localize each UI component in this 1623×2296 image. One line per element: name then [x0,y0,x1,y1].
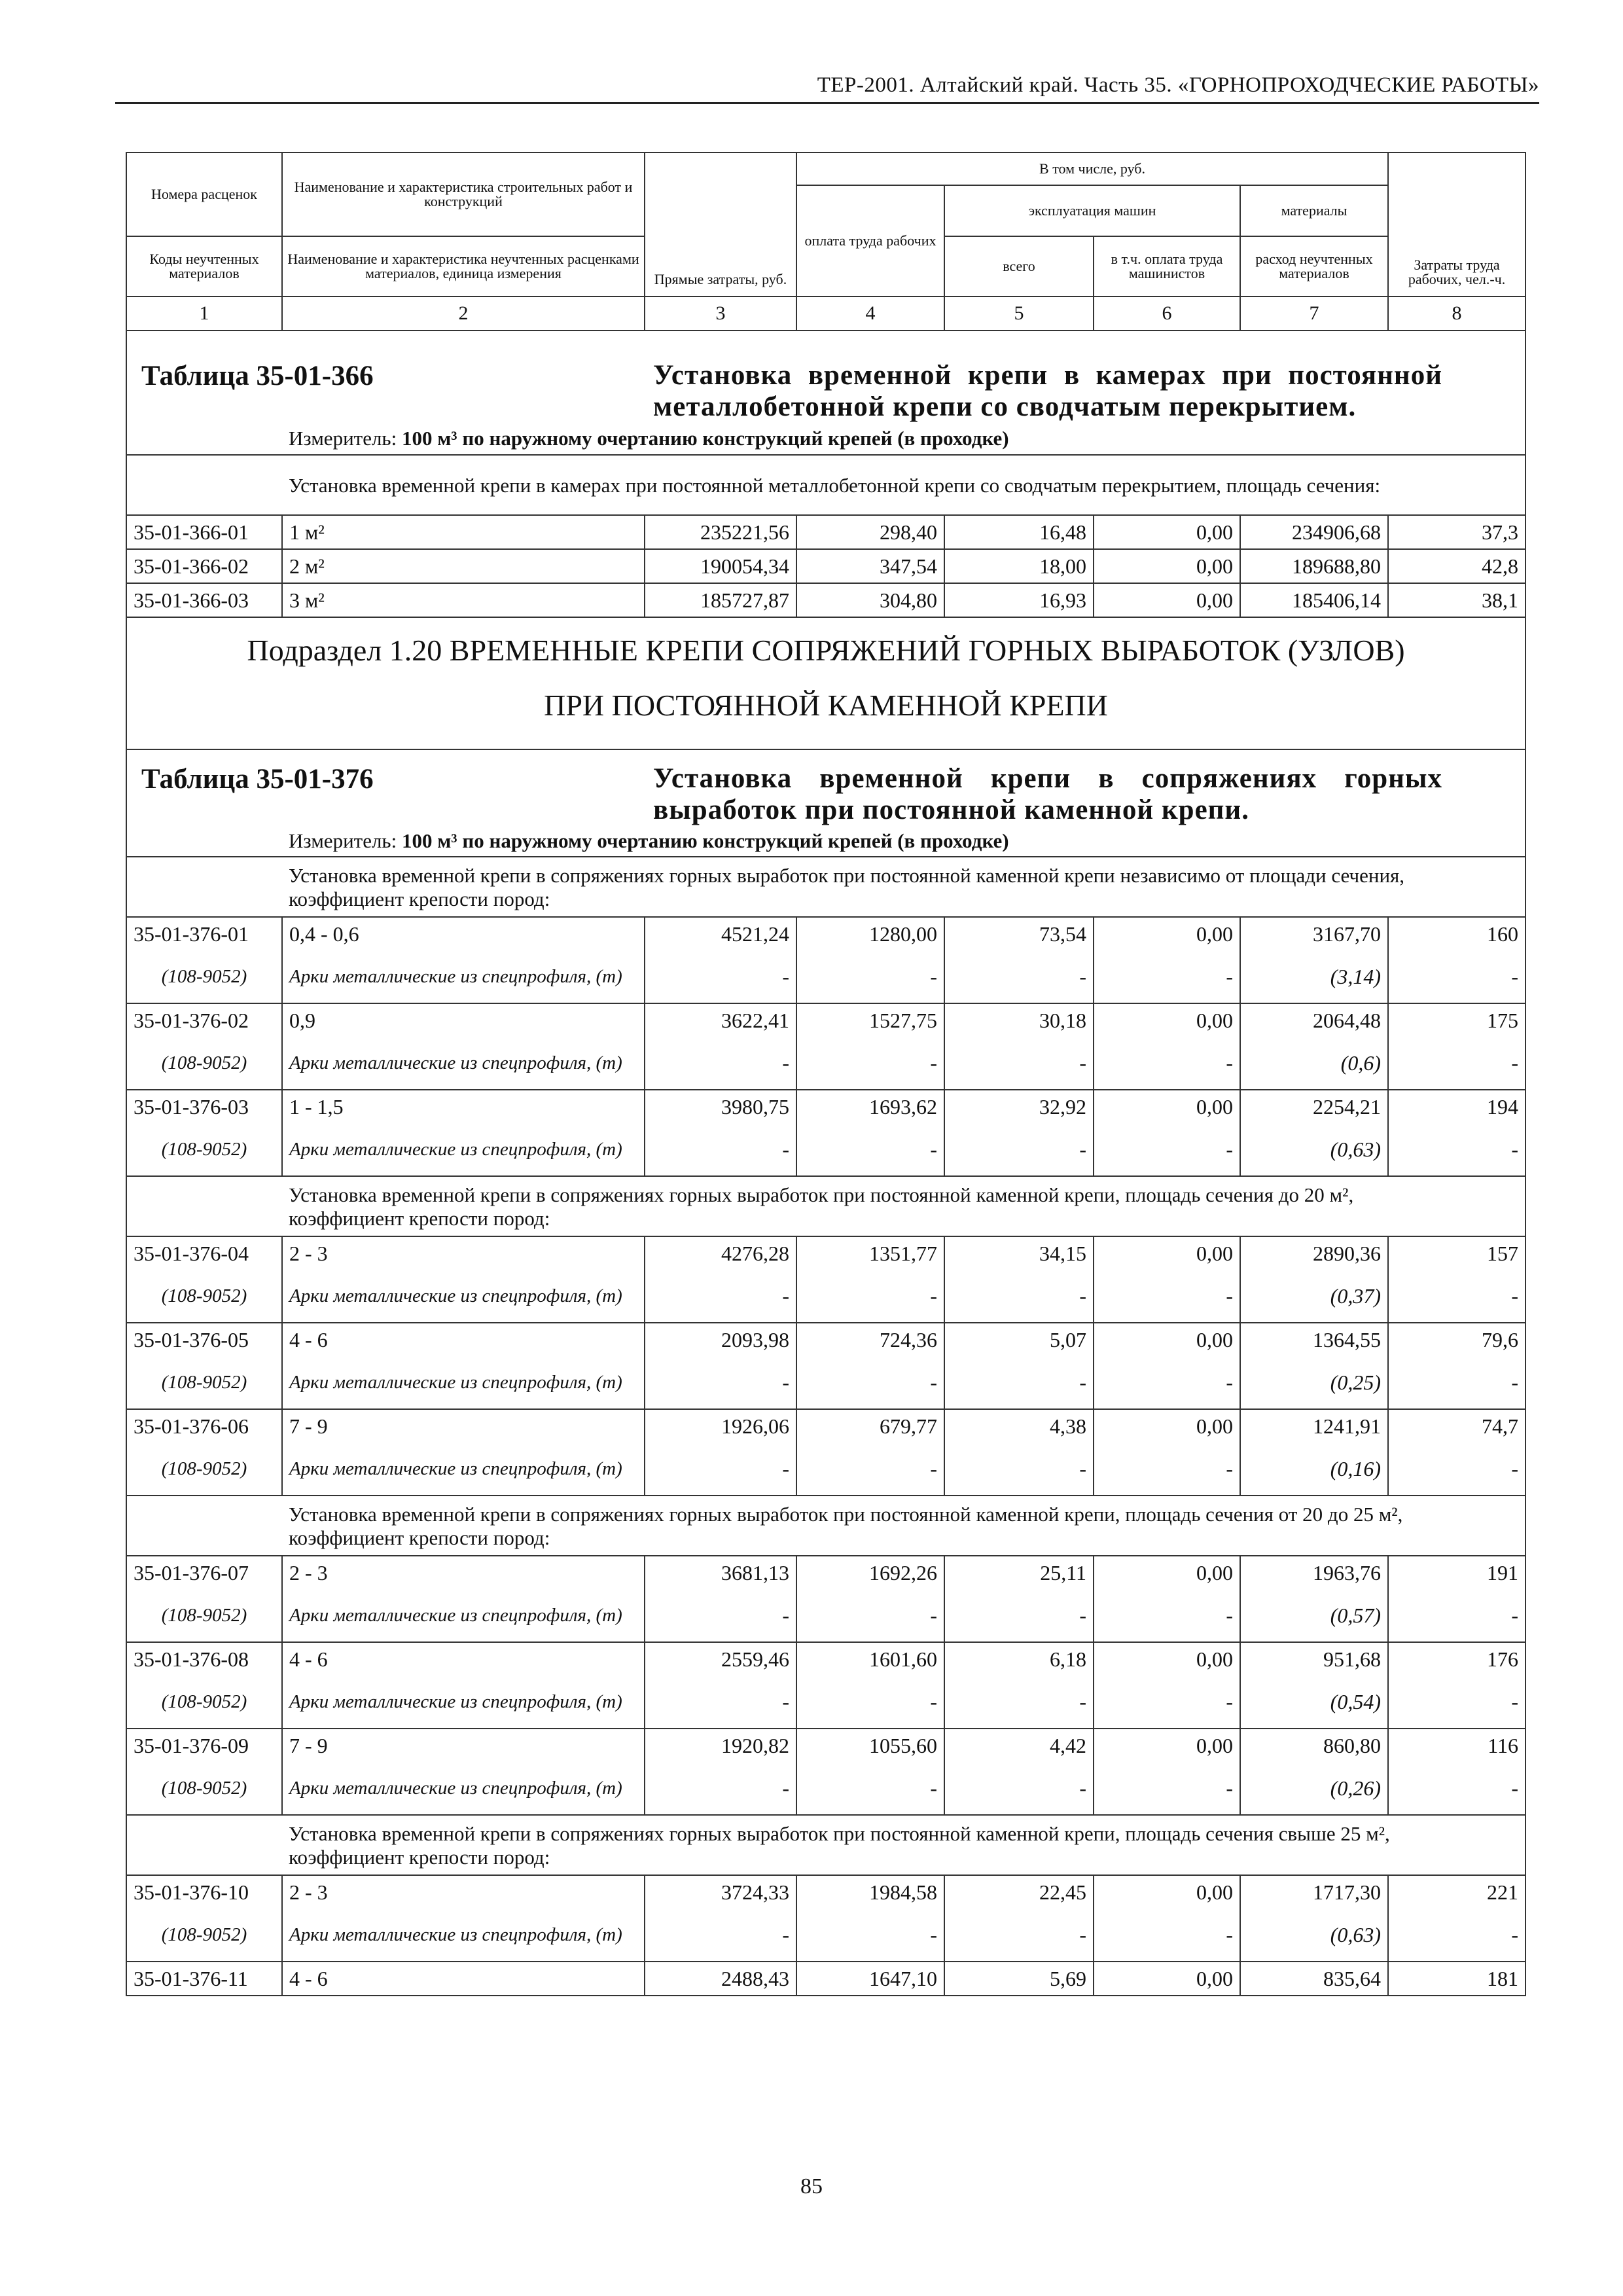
material-row [126,950,1525,1003]
rate-name: 0,4 - 0,6 [282,917,645,950]
col-number: 6 [1094,296,1240,331]
machinist-wage: 0,00 [1094,1729,1240,1762]
material-row [126,1356,1525,1409]
direct-cost: 3622,41 [645,1003,796,1037]
material-code: (108-9052) [126,1037,282,1090]
dash-cell: - [1094,950,1240,1003]
labor-hours: 160 [1388,917,1525,950]
measure-label: Измеритель: [289,829,397,852]
material-row [126,1589,1525,1642]
rate-name: 1 м² [282,515,645,549]
material-qty: (0,57) [1240,1589,1388,1642]
dash-cell: - [645,1909,796,1962]
group-row [126,1496,1525,1556]
labor-hours: 181 [1388,1962,1525,1996]
machinist-wage: 0,00 [1094,917,1240,950]
dash-cell: - [1388,1676,1525,1729]
dash-cell: - [944,1676,1094,1729]
wage-cost: 304,80 [796,583,944,617]
material-cost: 1364,55 [1240,1323,1388,1356]
rate-code: 35-01-376-05 [126,1323,282,1356]
direct-cost: 4521,24 [645,917,796,950]
material-name: Арки металлические из спецпрофиля, (т) [282,1676,645,1729]
machinist-wage: 0,00 [1094,1642,1240,1676]
running-header [115,68,1539,104]
table-row [126,1729,1525,1762]
col-name-top: Наименование и характеристика строительных работ и конструкций [282,152,645,236]
dash-cell: - [1388,1356,1525,1409]
machine-cost: 34,15 [944,1236,1094,1270]
machinist-wage: 0,00 [1094,1962,1240,1996]
dash-cell: - [944,1356,1094,1409]
rate-code: 35-01-376-11 [126,1962,282,1996]
material-code: (108-9052) [126,1589,282,1642]
dash-cell: - [796,1589,944,1642]
rate-code: 35-01-376-08 [126,1642,282,1676]
direct-cost: 4276,28 [645,1236,796,1270]
labor-hours: 175 [1388,1003,1525,1037]
table-376-title: Установка временной крепи в сопряжениях горных выработок при постоянной каменной крепи. [653,763,1442,825]
rate-name: 2 - 3 [282,1556,645,1589]
material-code: (108-9052) [126,1270,282,1323]
material-cost: 2890,36 [1240,1236,1388,1270]
dash-cell: - [1388,1909,1525,1962]
table-366-group [126,455,1525,515]
wage-cost: 1984,58 [796,1875,944,1909]
machine-cost: 4,38 [944,1409,1094,1443]
table-row [126,917,1525,950]
material-code: (108-9052) [126,1762,282,1815]
dash-cell: - [944,1123,1094,1176]
dash-cell: - [796,1123,944,1176]
material-qty: (0,63) [1240,1909,1388,1962]
dash-cell: - [1388,1589,1525,1642]
dash-cell: - [1388,1762,1525,1815]
dash-cell: - [796,1356,944,1409]
direct-cost: 3724,33 [645,1875,796,1909]
material-qty: (0,63) [1240,1123,1388,1176]
rate-code: 35-01-366-02 [126,549,282,583]
table-row [126,1642,1525,1676]
measure-label: Измеритель: [289,427,397,450]
table-376-measure [282,826,1525,857]
rate-code: 35-01-376-09 [126,1729,282,1762]
table-row [126,1236,1525,1270]
direct-cost: 1926,06 [645,1409,796,1443]
labor-hours: 191 [1388,1556,1525,1589]
machinist-wage: 0,00 [1094,1236,1240,1270]
table-row [126,1003,1525,1037]
table-376-measure-row [126,826,1525,857]
rate-code: 35-01-366-03 [126,583,282,617]
wage-cost: 724,36 [796,1323,944,1356]
machinist-wage: 0,00 [1094,1875,1240,1909]
column-numbers-row [126,296,1525,331]
machine-cost: 30,18 [944,1003,1094,1037]
table-376-name: Таблица 35-01-376 [141,764,374,795]
machinist-wage: 0,00 [1094,515,1240,549]
group-title: Установка временной крепи в сопряжениях горных выработок при постоянной каменной крепи, площадь сечения до 20 м², коэффициент крепости пород: [282,1176,1525,1236]
material-row [126,1762,1525,1815]
dash-cell: - [645,1676,796,1729]
labor-hours: 176 [1388,1642,1525,1676]
dash-cell: - [645,1762,796,1815]
machine-cost: 6,18 [944,1642,1094,1676]
labor-hours: 37,3 [1388,515,1525,549]
machine-cost: 4,42 [944,1729,1094,1762]
material-cost: 1717,30 [1240,1875,1388,1909]
col-number: 7 [1240,296,1388,331]
direct-cost: 3980,75 [645,1090,796,1123]
rate-name: 4 - 6 [282,1962,645,1996]
group-spacer [126,857,282,917]
measure-text: 100 м³ по наружному очертанию конструкций крепей (в проходке) [401,829,1009,852]
material-name: Арки металлические из спецпрофиля, (т) [282,1762,645,1815]
dash-cell: - [1094,1443,1240,1496]
rate-name: 7 - 9 [282,1409,645,1443]
table-366-measure [282,423,1525,455]
machine-cost: 18,00 [944,549,1094,583]
material-cost: 189688,80 [1240,549,1388,583]
material-row [126,1676,1525,1729]
wage-cost: 1601,60 [796,1642,944,1676]
col-name-bottom: Наименование и характеристика неучтенных расценками материалов, единица измерения [282,236,645,296]
dash-cell: - [1094,1356,1240,1409]
dash-cell: - [1388,1270,1525,1323]
col-number: 2 [282,296,645,331]
material-qty: (0,26) [1240,1762,1388,1815]
col-number: 4 [796,296,944,331]
machinist-wage: 0,00 [1094,1409,1240,1443]
rate-name: 2 - 3 [282,1875,645,1909]
group-row [126,857,1525,917]
group-spacer [126,1176,282,1236]
group-row [126,1176,1525,1236]
rate-name: 4 - 6 [282,1642,645,1676]
dash-cell: - [796,1762,944,1815]
dash-cell: - [944,1037,1094,1090]
running-title: ТЕР-2001. Алтайский край. Часть 35. «ГОРНОПРОХОДЧЕСКИЕ РАБОТЫ» [817,73,1539,97]
col-machines: эксплуатация машин [944,185,1240,236]
measure-text: 100 м³ по наружному очертанию конструкций крепей (в проходке) [401,427,1009,450]
material-code: (108-9052) [126,1123,282,1176]
machinist-wage: 0,00 [1094,1090,1240,1123]
dash-cell: - [1388,950,1525,1003]
wage-cost: 1647,10 [796,1962,944,1996]
dash-cell: - [944,1909,1094,1962]
col-number: 8 [1388,296,1525,331]
material-cost: 860,80 [1240,1729,1388,1762]
labor-hours: 221 [1388,1875,1525,1909]
table-row [126,583,1525,617]
col-incl: В том числе, руб. [796,152,1388,185]
dash-cell: - [796,950,944,1003]
dash-cell: - [1094,1037,1240,1090]
table-row [126,1409,1525,1443]
subsection-line-1: Подраздел 1.20 ВРЕМЕННЫЕ КРЕПИ СОПРЯЖЕНИЙ ГОРНЫХ ВЫРАБОТОК (УЗЛОВ) [247,634,1405,667]
dash-cell: - [796,1909,944,1962]
material-cost: 1241,91 [1240,1409,1388,1443]
machine-cost: 5,07 [944,1323,1094,1356]
machine-cost: 25,11 [944,1556,1094,1589]
dash-cell: - [1094,1762,1240,1815]
table-row [126,549,1525,583]
table-row [126,1875,1525,1909]
wage-cost: 1693,62 [796,1090,944,1123]
direct-cost: 3681,13 [645,1556,796,1589]
material-cost: 234906,68 [1240,515,1388,549]
material-name: Арки металлические из спецпрофиля, (т) [282,1443,645,1496]
rate-code: 35-01-376-04 [126,1236,282,1270]
dash-cell: - [1094,1589,1240,1642]
rate-code: 35-01-376-07 [126,1556,282,1589]
rate-name: 2 - 3 [282,1236,645,1270]
page-number: 85 [800,2174,823,2198]
rate-name: 2 м² [282,549,645,583]
direct-cost: 185727,87 [645,583,796,617]
dash-cell: - [944,950,1094,1003]
group-spacer [126,1496,282,1556]
machine-cost: 16,48 [944,515,1094,549]
table-row [126,1090,1525,1123]
wage-cost: 1692,26 [796,1556,944,1589]
machine-cost: 5,69 [944,1962,1094,1996]
dash-cell: - [796,1037,944,1090]
direct-cost: 235221,56 [645,515,796,549]
direct-cost: 2093,98 [645,1323,796,1356]
direct-cost: 1920,82 [645,1729,796,1762]
wage-cost: 679,77 [796,1409,944,1443]
labor-hours: 74,7 [1388,1409,1525,1443]
rate-code: 35-01-376-03 [126,1090,282,1123]
material-code: (108-9052) [126,1676,282,1729]
machinist-wage: 0,00 [1094,549,1240,583]
table-row [126,1556,1525,1589]
group-title: Установка временной крепи в сопряжениях горных выработок при постоянной каменной крепи независимо от площади сечения, коэффициент крепости пород: [282,857,1525,917]
col-labor: Затраты труда рабочих, чел.-ч. [1388,152,1525,296]
machine-cost: 73,54 [944,917,1094,950]
material-qty: (0,6) [1240,1037,1388,1090]
wage-cost: 1527,75 [796,1003,944,1037]
material-row [126,1123,1525,1176]
rate-code: 35-01-376-02 [126,1003,282,1037]
wage-cost: 1280,00 [796,917,944,950]
dash-cell: - [944,1589,1094,1642]
material-cost: 835,64 [1240,1962,1388,1996]
material-qty: (0,37) [1240,1270,1388,1323]
group-title: Установка временной крепи в камерах при постоянной металлобетонной крепи со сводчатым перекрытием, площадь сечения: [282,455,1525,515]
direct-cost: 2488,43 [645,1962,796,1996]
rate-code: 35-01-366-01 [126,515,282,549]
machinist-wage: 0,00 [1094,583,1240,617]
material-row [126,1270,1525,1323]
material-row [126,1037,1525,1090]
rate-name: 3 м² [282,583,645,617]
dash-cell: - [1388,1123,1525,1176]
material-code: (108-9052) [126,950,282,1003]
material-qty: (0,54) [1240,1676,1388,1729]
material-qty: (0,16) [1240,1443,1388,1496]
material-name: Арки металлические из спецпрофиля, (т) [282,1589,645,1642]
material-name: Арки металлические из спецпрофиля, (т) [282,1123,645,1176]
machine-cost: 16,93 [944,583,1094,617]
col-codes-top: Номера расценок [126,152,282,236]
dash-cell: - [645,1270,796,1323]
material-row [126,1909,1525,1962]
dash-cell: - [645,1123,796,1176]
rate-name: 4 - 6 [282,1323,645,1356]
dash-cell: - [645,1443,796,1496]
rate-name: 1 - 1,5 [282,1090,645,1123]
col-codes-bottom: Коды неучтенных материалов [126,236,282,296]
rate-name: 7 - 9 [282,1729,645,1762]
col-mach-total: всего [944,236,1094,296]
material-name: Арки металлические из спецпрофиля, (т) [282,950,645,1003]
wage-cost: 347,54 [796,549,944,583]
dash-cell: - [645,1589,796,1642]
direct-cost: 190054,34 [645,549,796,583]
rate-code: 35-01-376-10 [126,1875,282,1909]
wage-cost: 298,40 [796,515,944,549]
labor-hours: 79,6 [1388,1323,1525,1356]
dash-cell: - [1388,1443,1525,1496]
rate-code: 35-01-376-06 [126,1409,282,1443]
col-number: 5 [944,296,1094,331]
col-number: 1 [126,296,282,331]
col-mat: расход неучтенных материалов [1240,236,1388,296]
dash-cell: - [944,1443,1094,1496]
group-spacer [126,1815,282,1875]
rate-code: 35-01-376-01 [126,917,282,950]
table-366-measure-row [126,423,1525,455]
dash-cell: - [1094,1676,1240,1729]
table-header [126,152,1525,296]
material-qty: (0,25) [1240,1356,1388,1409]
wage-cost: 1055,60 [796,1729,944,1762]
material-cost: 185406,14 [1240,583,1388,617]
material-cost: 1963,76 [1240,1556,1388,1589]
labor-hours: 42,8 [1388,549,1525,583]
material-code: (108-9052) [126,1443,282,1496]
col-wage: оплата труда рабочих [796,185,944,296]
dash-cell: - [645,950,796,1003]
dash-cell: - [1388,1037,1525,1090]
labor-hours: 116 [1388,1729,1525,1762]
dash-cell: - [1094,1270,1240,1323]
subsection-line-2: ПРИ ПОСТОЯННОЙ КАМЕННОЙ КРЕПИ [544,689,1108,722]
material-code: (108-9052) [126,1909,282,1962]
group-row [126,1815,1525,1875]
material-name: Арки металлические из спецпрофиля, (т) [282,1270,645,1323]
col-materials: материалы [1240,185,1388,236]
subsection-heading [126,617,1525,749]
dash-cell: - [944,1762,1094,1815]
dash-cell: - [796,1270,944,1323]
labor-hours: 38,1 [1388,583,1525,617]
col-number: 3 [645,296,796,331]
machine-cost: 22,45 [944,1875,1094,1909]
machinist-wage: 0,00 [1094,1003,1240,1037]
col-direct: Прямые затраты, руб. [645,152,796,296]
material-name: Арки металлические из спецпрофиля, (т) [282,1356,645,1409]
dash-cell: - [796,1443,944,1496]
labor-hours: 194 [1388,1090,1525,1123]
material-name: Арки металлические из спецпрофиля, (т) [282,1037,645,1090]
group-title: Установка временной крепи в сопряжениях горных выработок при постоянной каменной крепи, площадь сечения от 20 до 25 м², коэффициент крепости пород: [282,1496,1525,1556]
dash-cell: - [1094,1909,1240,1962]
material-cost: 2064,48 [1240,1003,1388,1037]
table-366-title: Установка временной крепи в камерах при постоянной металлобетонной крепи со сводчатым перекрытием. [653,360,1442,422]
material-code: (108-9052) [126,1356,282,1409]
price-table [126,152,1526,1996]
table-376-heading [126,749,1525,826]
material-cost: 951,68 [1240,1642,1388,1676]
table-366-name: Таблица 35-01-366 [141,361,374,391]
dash-cell: - [645,1037,796,1090]
table-row [126,1323,1525,1356]
material-cost: 3167,70 [1240,917,1388,950]
table-row [126,515,1525,549]
dash-cell: - [796,1676,944,1729]
wage-cost: 1351,77 [796,1236,944,1270]
material-cost: 2254,21 [1240,1090,1388,1123]
machinist-wage: 0,00 [1094,1556,1240,1589]
table-366-heading [126,331,1525,423]
material-name: Арки металлические из спецпрофиля, (т) [282,1909,645,1962]
labor-hours: 157 [1388,1236,1525,1270]
col-mach-wage: в т.ч. оплата труда машинистов [1094,236,1240,296]
rate-name: 0,9 [282,1003,645,1037]
dash-cell: - [1094,1123,1240,1176]
dash-cell: - [645,1356,796,1409]
material-qty: (3,14) [1240,950,1388,1003]
direct-cost: 2559,46 [645,1642,796,1676]
dash-cell: - [944,1270,1094,1323]
table-row-last [126,1962,1525,1996]
material-row [126,1443,1525,1496]
machine-cost: 32,92 [944,1090,1094,1123]
machinist-wage: 0,00 [1094,1323,1240,1356]
group-title: Установка временной крепи в сопряжениях горных выработок при постоянной каменной крепи, площадь сечения свыше 25 м², коэффициент крепости пород: [282,1815,1525,1875]
